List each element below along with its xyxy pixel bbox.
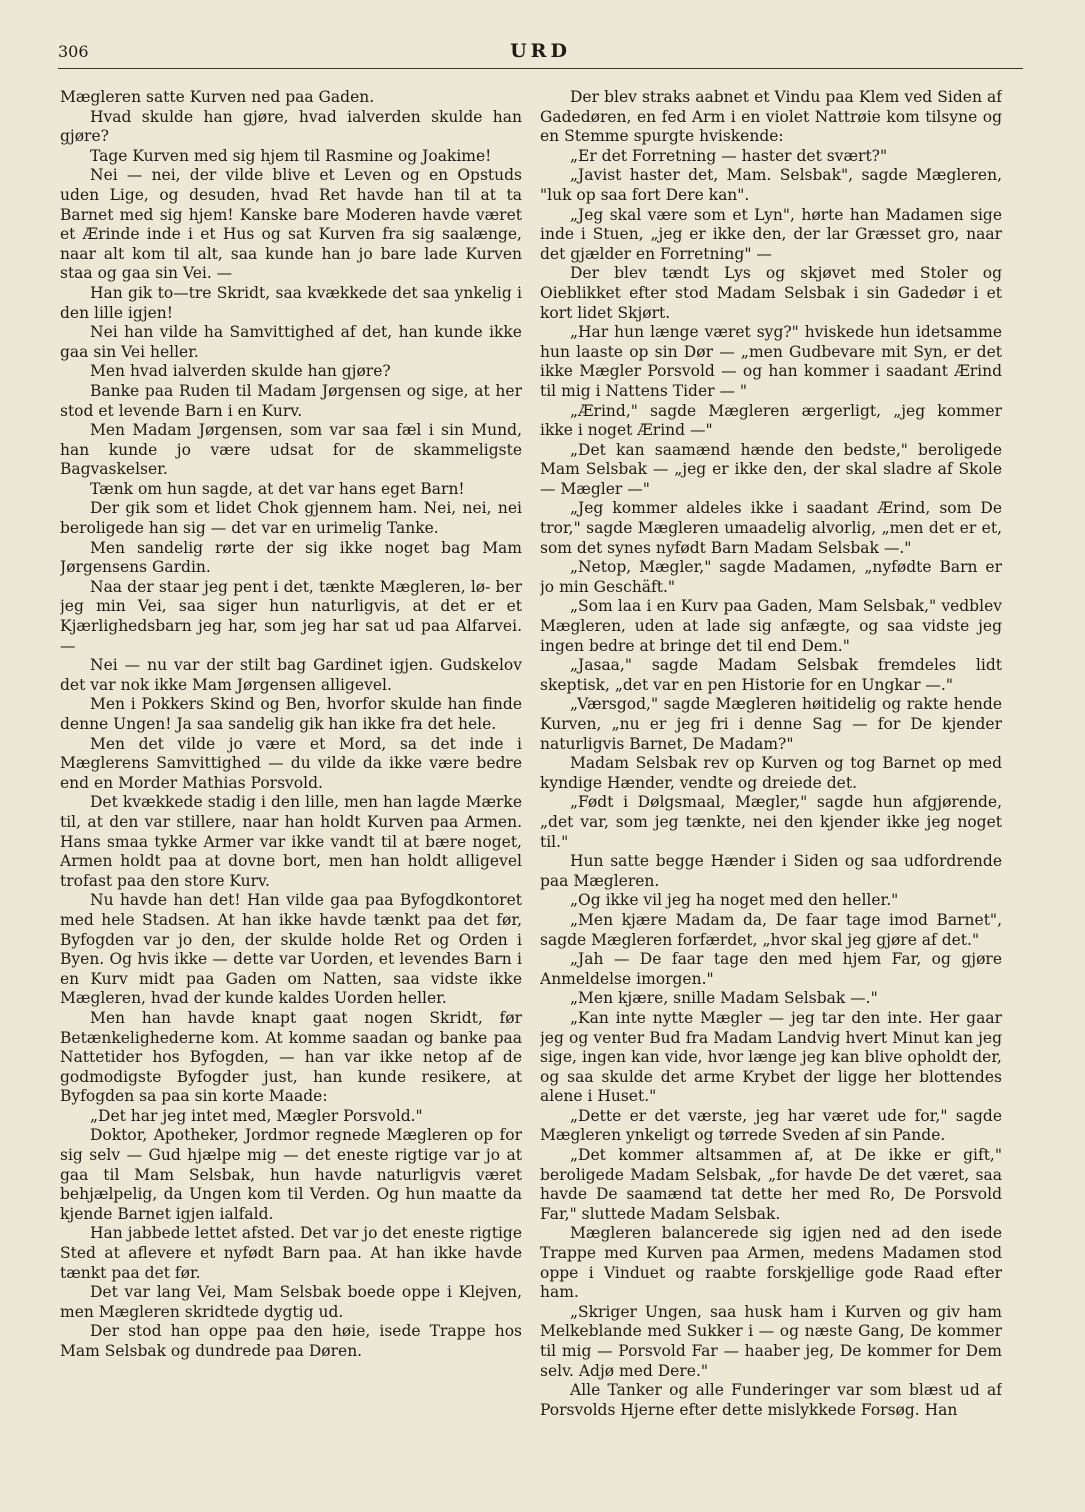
- paragraph: Men Madam Jørgensen, som var saa fæl i sin Mund, han kunde jo være udsat for de skammeligste Bagvaskelser.: [60, 421, 522, 479]
- paragraph: Der stod han oppe paa den høie, isede Trappe hos Mam Selsbak og dundrede paa Døren.: [60, 1322, 522, 1360]
- paragraph: Det var lang Vei, Mam Selsbak boede oppe i Klejven, men Mægleren skridtede dygtig ud.: [60, 1283, 522, 1321]
- paragraph: „Javist haster det, Mam. Selsbak", sagde Mægleren, "luk op saa fort Dere kan".: [540, 166, 1002, 204]
- paragraph: Mægleren satte Kurven ned paa Gaden.: [60, 88, 375, 106]
- paragraph: Banke paa Ruden til Madam Jørgensen og sige, at her stod et levende Barn i en Kurv.: [60, 381, 522, 420]
- paragraph: Tænk om hun sagde, at det var hans eget Barn!: [90, 479, 465, 498]
- page-number: 306: [58, 42, 89, 61]
- paragraph: „Ærind," sagde Mægleren ærgerligt, „jeg kommer ikke i noget Ærind —": [540, 401, 1002, 440]
- paragraph: Hvad skulde han gjøre, hvad ialverden skulde han gjøre?: [60, 107, 522, 146]
- paragraph: Men det vilde jo være et Mord, sa det inde i Mæglerens Samvittighed — du vilde da ikke være bedre end en Morder Mathias Porsvold.: [60, 734, 522, 792]
- paragraph: Hun satte begge Hænder i Siden og saa udfordrende paa Mægleren.: [540, 852, 1002, 890]
- paragraph: „Dette er det værste, jeg har været ude for," sagde Mægleren ynkeligt og tørrede Sveden af sin Pande.: [540, 1106, 1002, 1145]
- paragraph: „Det har jeg intet med, Mægler Porsvold.": [90, 1106, 423, 1125]
- paragraph: „Jasaa," sagde Madam Selsbak fremdeles lidt skeptisk, „det var en pen Historie for en Ungkar —.": [540, 656, 1002, 694]
- paragraph: Tage Kurven med sig hjem til Rasmine og Joakime!: [90, 146, 492, 165]
- paragraph: „Jeg kommer aldeles ikke i saadant Ærind, som De tror," sagde Mægleren umaadelig alvorlig, „men det er et, som det synes nyfødt Barn Madam Selsbak —.": [540, 499, 1002, 557]
- paragraph: Han jabbede lettet afsted. Det var jo det eneste rigtige Sted at aflevere et nyfødt Barn paa. At han ikke havde tænkt paa det før.: [60, 1224, 522, 1282]
- paragraph: „Jeg skal være som et Lyn", hørte han Madamen sige inde i Stuen, „jeg er ikke den, der lar Græsset gro, naar det gjælder en Forretning" —: [540, 205, 1002, 263]
- paragraph: Alle Tanker og alle Funderinger var som blæst ud af Porsvolds Hjerne efter dette mislykkede Forsøg. Han: [540, 1381, 1002, 1419]
- paragraph: „Og ikke vil jeg ha noget med den heller.": [570, 891, 899, 910]
- paragraph: „Som laa i en Kurv paa Gaden, Mam Selsbak," vedblev Mægleren, uden at lade sig anfægte, og saa vidste jeg ingen bedre at bringe det til end Dem.": [540, 597, 1002, 655]
- paragraph: Der blev tændt Lys og skjøvet med Stoler og Oieblikket efter stod Madam Selsbak i sin Gadedør i et kort lidet Skjørt.: [540, 264, 1002, 322]
- paragraph: „Er det Forretning — haster det svært?": [570, 146, 888, 165]
- paragraph: Nei — nei, der vilde blive et Leven og en Opstuds uden Lige, og desuden, hvad Ret havde han til at ta Barnet med sig hjem! Kanske bare Moderen havde været et Ærinde inde i et Hus og sat Kurven fra sig saalænge, naar alt kom til alt, saa kunde han jo bare lade Kurven staa og gaa sin Vei. —: [60, 166, 522, 283]
- paragraph: Men han havde knapt gaat nogen Skridt, før Betænkelighederne kom. At komme saadan og banke paa Nattetider hos Byfogden, — han var ikke netop af de godmodigste Byfogder just, han kunde resikere, at Byfogden sa paa sin korte Maade:: [60, 1008, 522, 1106]
- paragraph: „Jah — De faar tage den med hjem Far, og gjøre Anmeldelse imorgen.": [540, 950, 1002, 988]
- paragraph: Madam Selsbak rev op Kurven og tog Barnet op med kyndige Hænder, vendte og dreiede det.: [540, 754, 1002, 792]
- paragraph: „Kan inte nytte Mægler — jeg tar den inte. Her gaar jeg og venter Bud fra Madam Landvig hvert Minut kan jeg sige, ingen kan vide, hvor længe jeg kan blive opholdt der, og saa skulde det arme Krybet der ligge her blottendes alene i Huset.": [540, 1008, 1002, 1106]
- paragraph: Nei — nu var der stilt bag Gardinet igjen. Gudskelov det var nok ikke Mam Jørgensen alligevel.: [60, 656, 522, 694]
- paragraph: „Født i Dølgsmaal, Mægler," sagde hun afgjørende, „det var, som jeg tænkte, nei den kjender ikke jeg noget til.": [540, 793, 1002, 851]
- paragraph: Nei han vilde ha Samvittighed af det, han kunde ikke gaa sin Vei heller.: [60, 323, 522, 361]
- paragraph: Han gik to—tre Skridt, saa kvækkede det saa ynkelig i den lille igjen!: [60, 283, 522, 322]
- paragraph: Naa der staar jeg pent i det, tænkte Mægleren, lø- ber jeg min Vei, saa siger hun naturligvis, at det er et Kjærlighedsbarn jeg har, som jeg har sat ud paa Alfarvei. —: [60, 577, 522, 655]
- paragraph: „Skriger Ungen, saa husk ham i Kurven og giv ham Melkeblande med Sukker i — og næste Gang, De kommer til mig — Porsvold Far — haaber jeg, De kommer for Dem selv. Adjø med Dere.": [540, 1302, 1002, 1380]
- paragraph: „Men kjære, snille Madam Selsbak —.": [570, 989, 878, 1008]
- running-title: URD: [510, 40, 571, 62]
- paragraph: Men sandelig rørte der sig ikke noget bag Mam Jørgensens Gardin.: [60, 538, 522, 577]
- paragraph: Nu havde han det! Han vilde gaa paa Byfogdkontoret med hele Stadsen. At han ikke havde tænkt paa det før, Byfogden var jo den, der skulde holde Ret og Orden i Byen. Og hvis ikke — dette var Uorden, et levendes Barn i en Kurv midt paa Gaden om Natten, saa vidste ikke Mægleren, hvad der kunde kaldes Uorden heller.: [60, 891, 522, 1008]
- paragraph: „Men kjære Madam da, De faar tage imod Barnet", sagde Mægleren forfærdet, „hvor skal jeg gjøre af det.": [540, 910, 1002, 949]
- paragraph: „Netop, Mægler," sagde Madamen, „nyfødte Barn er jo min Geschäft.": [540, 558, 1002, 596]
- paragraph: Doktor, Apotheker, Jordmor regnede Mægleren op for sig selv — Gud hjælpe mig — det eneste rigtige var jo at gaa til Mam Selsbak, hun havde naturligvis været behjælpelig, da Ungen kom til Verden. Og hun maatte da kjende Barnet igjen ialfald.: [60, 1126, 522, 1223]
- page-header: [58, 38, 1023, 69]
- paragraph: Men hvad ialverden skulde han gjøre?: [90, 362, 391, 381]
- paragraph: Mægleren balancerede sig igjen ned ad den isede Trappe med Kurven paa Armen, medens Madamen stod oppe i Vinduet og raabte forskjellige gode Raad efter ham.: [540, 1224, 1002, 1302]
- paragraph: „Det kan saamænd hænde den bedste," beroligede Mam Selsbak — „jeg er ikke den, der skal sladre af Skole — Mægler —": [540, 440, 1002, 498]
- paragraph: „Værsgod," sagde Mægleren høitidelig og rakte hende Kurven, „nu er jeg fri i denne Sag — for De kjender naturligvis Barnet, De Madam?": [540, 695, 1002, 753]
- paragraph: Men i Pokkers Skind og Ben, hvorfor skulde han finde denne Ungen! Ja saa sandelig gik han ikke fra det hele.: [60, 695, 522, 733]
- paragraph: „Det kommer altsammen af, at De ikke er gift," beroligede Madam Selsbak, „for havde De det været, saa havde De saamænd tat dette her med Ro, De Porsvold Far," sluttede Madam Selsbak.: [540, 1146, 1002, 1223]
- paragraph: Der gik som et lidet Chok gjennem ham. Nei, nei, nei beroligede han sig — det var en urimelig Tanke.: [60, 499, 522, 538]
- right-column: [540, 88, 1002, 1488]
- left-column: [60, 88, 522, 1488]
- paragraph: Det kvækkede stadig i den lille, men han lagde Mærke til, at den var stillere, naar han holdt Kurven paa Armen. Hans smaa tykke Armer var ikke vandt til at bære noget, Armen holdt paa at dovne bort, men han holdt alligevel trofast paa den store Kurv.: [60, 793, 522, 890]
- paragraph: Der blev straks aabnet et Vindu paa Klem ved Siden af Gadedøren, en fed Arm i en violet Nattrøie kom tilsyne og en Stemme spurgte hviskende:: [540, 88, 1002, 146]
- paragraph: „Har hun længe været syg?" hviskede hun idetsamme hun laaste op sin Dør — „men Gudbevare mit Syn, er det ikke Mægler Porsvold — og han kommer i saadant Ærind til mig i Nattens Tider — ": [540, 323, 1002, 400]
